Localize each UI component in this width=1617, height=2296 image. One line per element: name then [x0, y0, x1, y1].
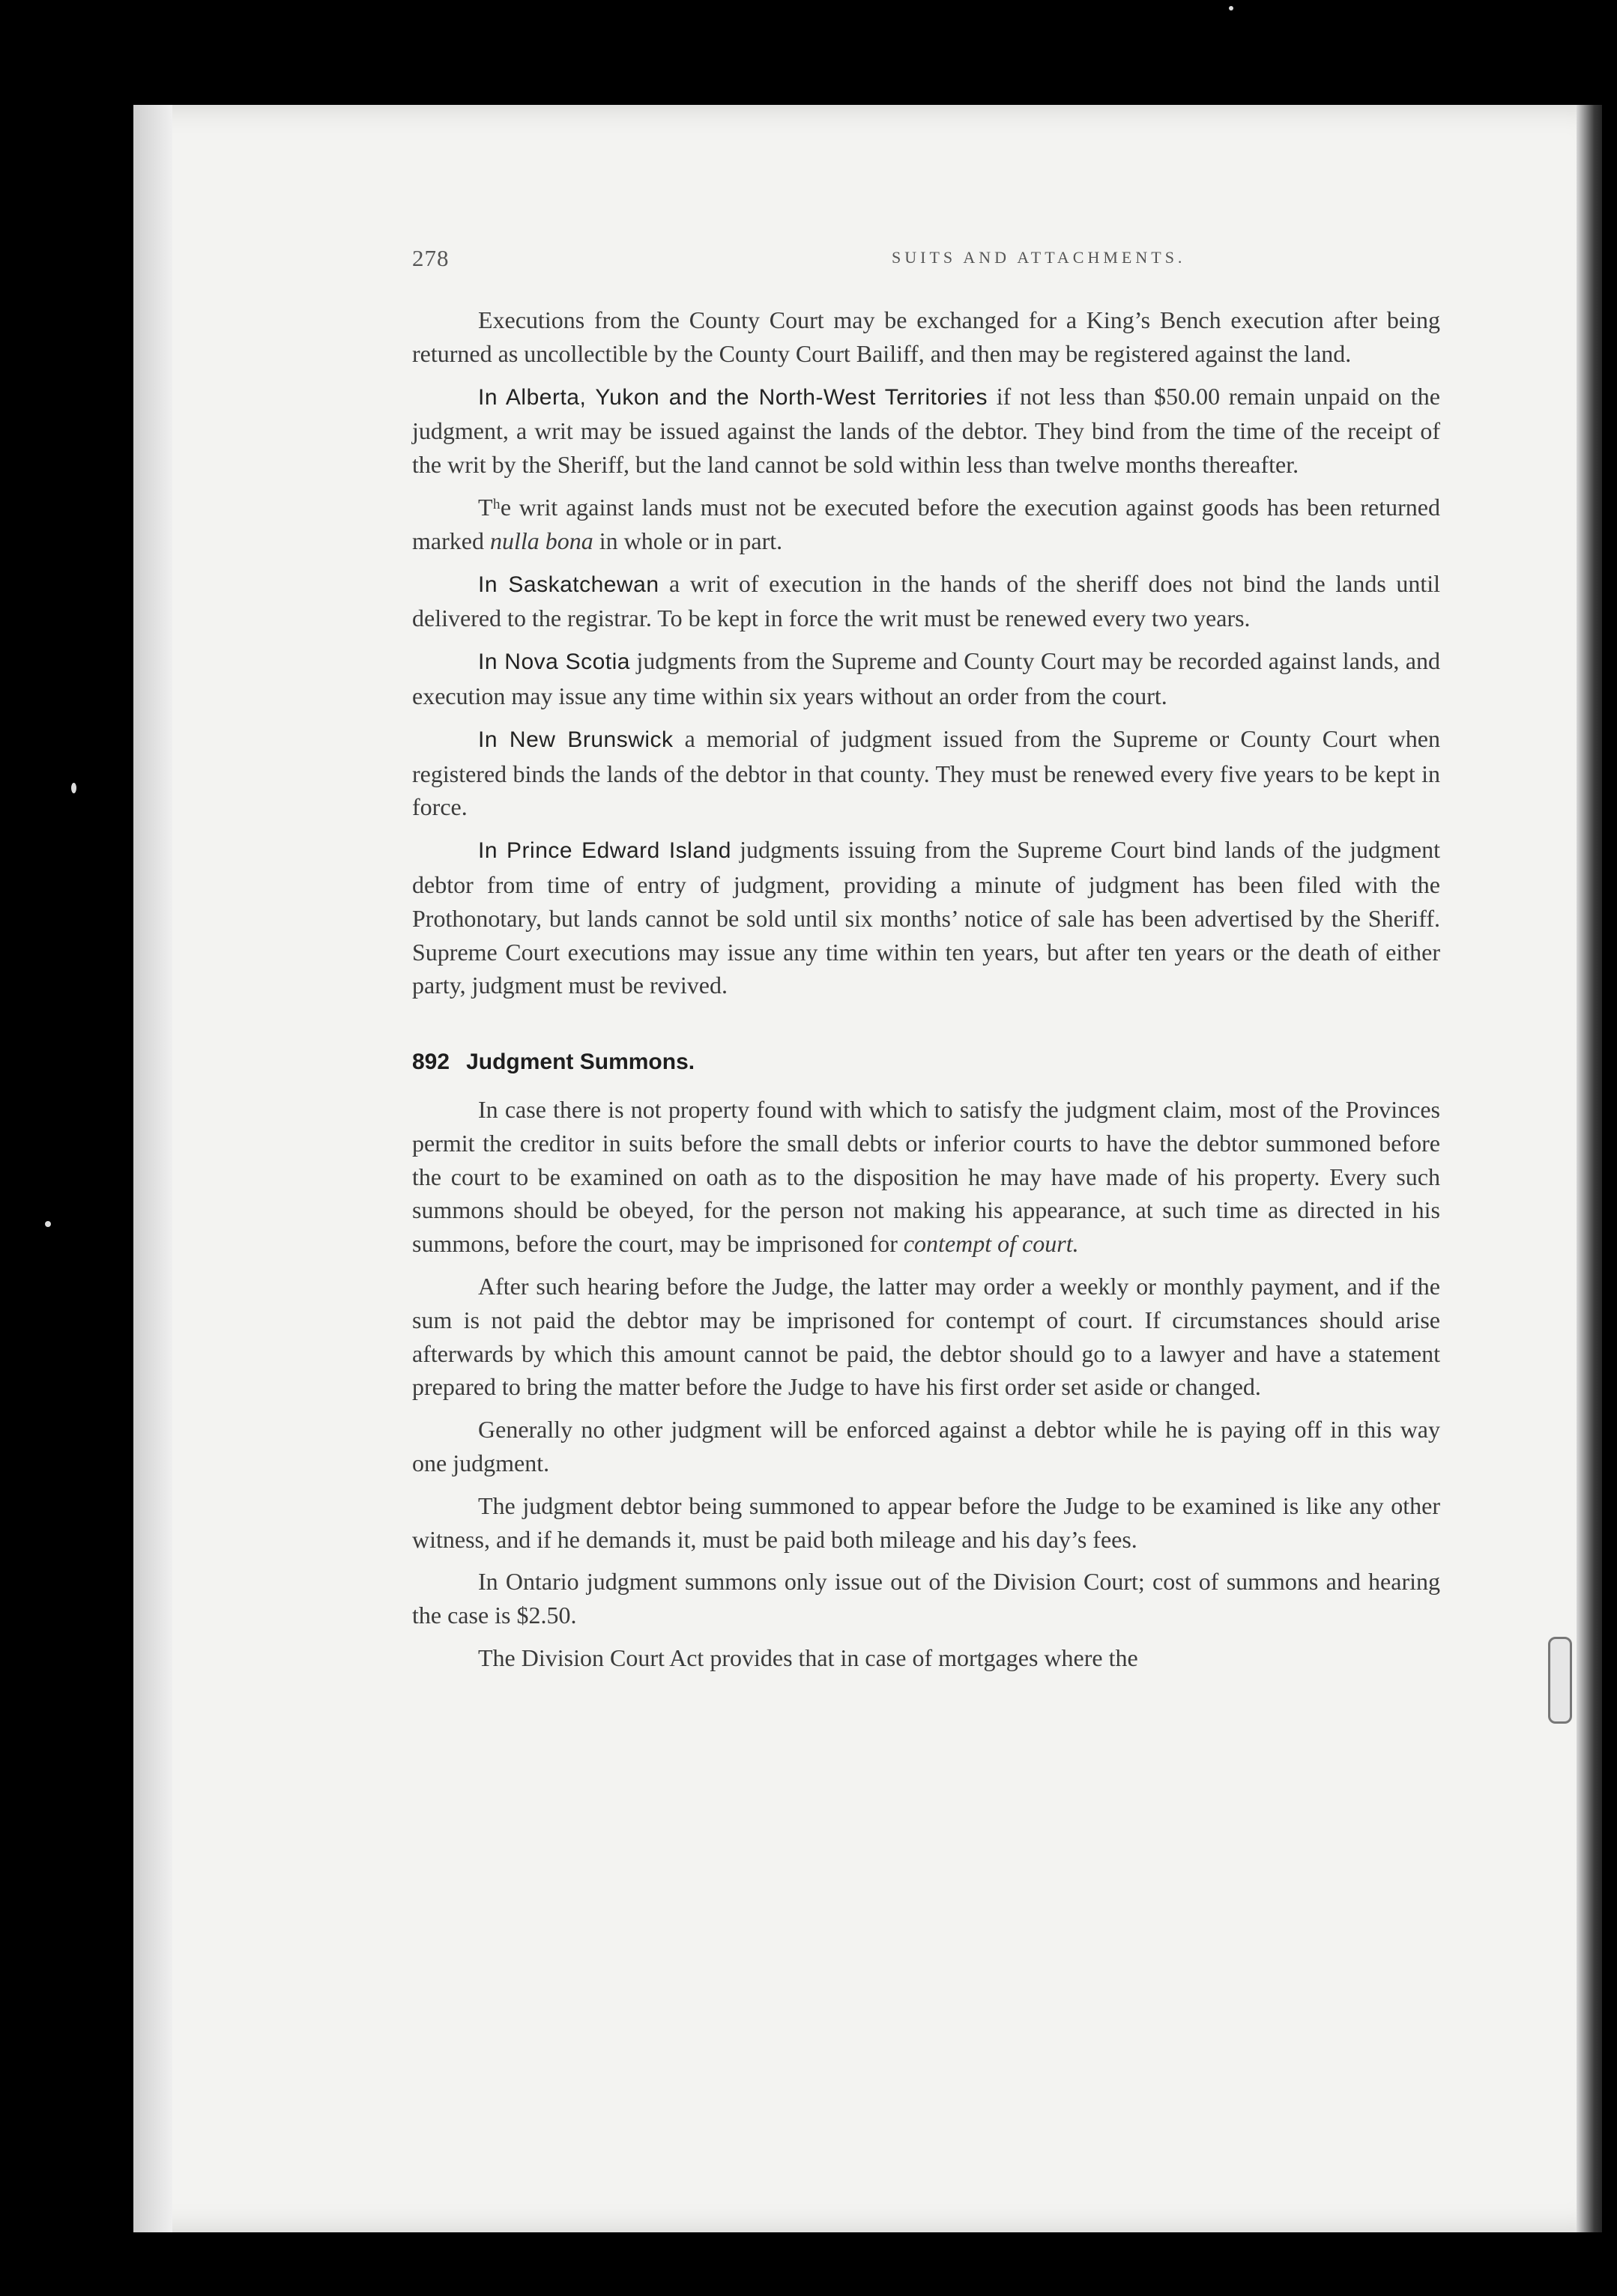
paragraph-one-judgment: [412, 1413, 1440, 1480]
paragraph-text: judgments from the Supreme and County Court may be recorded against lands, and execution may issue any time within six years without an order from the court.: [412, 647, 1440, 709]
page-body: [412, 303, 1440, 1684]
paragraph-alberta: [412, 380, 1440, 482]
paragraph-text: Generally no other judgment will be enforced against a debtor while he is paying off in this way one judgment.: [412, 1416, 1440, 1476]
binding-clip: [1548, 1637, 1572, 1724]
paragraph-new-brunswick: [412, 722, 1440, 824]
paragraph-county-court-executions: [412, 303, 1440, 371]
section-number: 892: [412, 1049, 450, 1075]
paragraph-text: After such hearing before the Judge, the latter may order a weekly or monthly payment, and if the sum is not paid the debtor may be imprisoned for contempt of court. If circumstances should arise afterwards by which this amount cannot be paid, the debtor should go to a lawyer and have a statement prepared to bring the matter before the Judge to have his first order set aside or changed.: [412, 1272, 1440, 1401]
paragraph-lead: In Nova Scotia: [478, 649, 630, 675]
paragraph-text: The judgment debtor being summoned to appear before the Judge to be examined is like any other witness, and if he demands it, must be paid both mileage and his day’s fees.: [412, 1491, 1440, 1553]
scan-speck: [1229, 6, 1233, 10]
running-title: SUITS AND ATTACHMENTS.: [892, 248, 1186, 267]
paragraph-summons-intro: [412, 1093, 1440, 1261]
paragraph-lead: In Prince Edward Island: [478, 838, 731, 864]
scan-speck: [45, 1221, 51, 1227]
paragraph-division-court-act: [412, 1641, 1440, 1675]
paragraph-writ-against-lands: [412, 491, 1440, 558]
paragraph-hearing: [412, 1270, 1440, 1404]
paragraph-text: In Ontario judgment summons only issue out of the Division Court; cost of summons and hearing the case is $2.50.: [412, 1568, 1440, 1629]
paragraph-ontario: [412, 1565, 1440, 1632]
paragraph-text: Tʰe writ against lands must not be executed before the execution against goods has been returned marked: [412, 493, 1440, 554]
paragraph-saskatchewan: [412, 567, 1440, 636]
paragraph-text: Executions from the County Court may be exchanged for a King’s Bench execution after being returned as uncollectible by the County Court Bailiff, and then may be registered against the land.: [412, 306, 1440, 367]
paragraph-text: in whole or in part.: [593, 527, 783, 554]
paragraph-witness: [412, 1489, 1440, 1557]
paragraph-lead: In Alberta, Yukon and the North-West Territories: [478, 384, 988, 410]
paragraph-nova-scotia: [412, 644, 1440, 713]
paragraph-text: judgments issuing from the Supreme Court bind lands of the judgment debtor from time of entry of judgment, providing a minute of judgment has been filed with the Prothonotary, but lands cannot be sold until six months’ notice of sale has been advertised by the Sheriff. Supreme Court executions may issue any time within ten years, but after ten years or the death of either party, judgment must be revived.: [412, 836, 1440, 999]
section-title: Judgment Summons.: [466, 1049, 695, 1075]
section-heading: [412, 1046, 1440, 1079]
italic-term: nulla bona: [489, 527, 593, 554]
paragraph-prince-edward-island: [412, 833, 1440, 1002]
paragraph-lead: In Saskatchewan: [478, 572, 659, 597]
paragraph-text: if not less than $50.00 remain unpaid on the judgment, a writ may be issued against the lands of the debtor. They bind from the time of the receipt of the writ by the Sheriff, but the land cannot be sold within less than twelve months thereafter.: [412, 382, 1440, 479]
paragraph-text: In case there is not property found with which to satisfy the judgment claim, most of the Provinces permit the creditor in suits before the small debts or inferior courts to have the debtor summoned before the court to be examined on oath as to the disposition he may have made of his property. Every such summons should be obeyed, for the person not making his appearance, at such time as directed in his summons, before the court, may be imprisoned for: [412, 1095, 1440, 1258]
paragraph-text: a memorial of judgment issued from the Supreme or County Court when registered binds the lands of the debtor in that county. They must be renewed every five years to be kept in force.: [412, 724, 1440, 821]
page-number: 278: [412, 245, 450, 271]
paragraph-lead: In New Brunswick: [478, 727, 674, 752]
paragraph-text: The Division Court Act provides that in case of mortgages where the: [478, 1644, 1138, 1671]
italic-term: contempt of court.: [903, 1230, 1079, 1258]
scan-speck: [71, 783, 76, 793]
paragraph-text: a writ of execution in the hands of the sheriff does not bind the lands until delivered to the registrar. To be kept in force the writ must be renewed every two years.: [412, 569, 1440, 632]
